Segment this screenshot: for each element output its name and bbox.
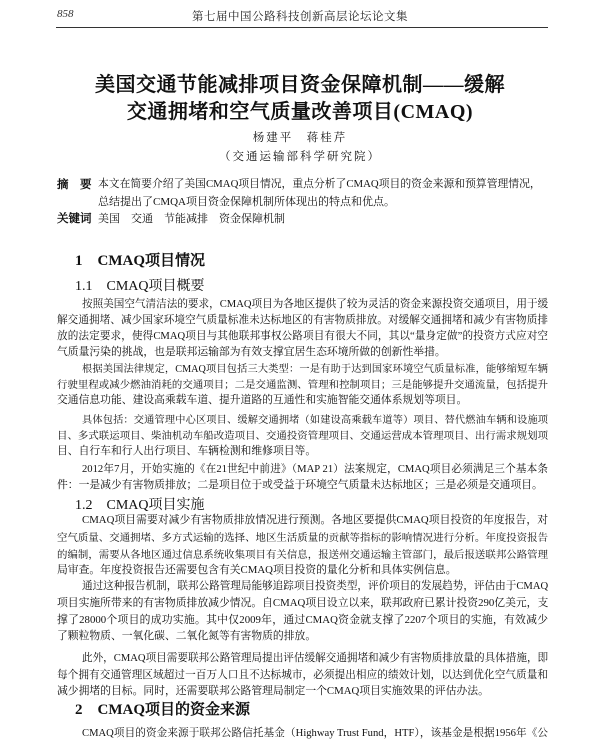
paragraph-line: 目、自行车和行人出行项目、车辆检测和维修项目等。 (57, 445, 317, 457)
paragraph-line: 局审查。年度投资报告还需要包含有关CMAQ项目投资的量化分析和具体实例信息。 (57, 564, 457, 576)
authors: 杨建平 蒋桂芹 (252, 132, 348, 144)
paragraph-line: 具体包括：交通管理中心区项目、缓解交通拥堵（如建设高乘载车道等）项目、替代燃油车辆和设施项 (82, 415, 548, 426)
paragraph-line: 通过这种报告机制，联邦公路管理局能够追踪项目投资类型，评价项目的发展趋势，评估由于CMAQ (82, 581, 549, 592)
paragraph-line: 解交通拥堵、减少国家环境空气质量标准未达标地区的有害物质排放。对缓解交通拥堵和减少有害物质排 (57, 315, 548, 326)
paragraph-line: 项目实施所带来的有害物质排放减少情况。自CMAQ项目设立以来，联邦政府已累计投资290亿美元，支 (57, 597, 549, 609)
paragraph-line: 放的法定要求，使得CMAQ项目与其他联邦事权公路项目有很大不同，其以“量身定做”的投资方式应对空 (57, 331, 548, 342)
title-line-1: 美国交通节能减排项目资金保障机制——缓解 (95, 74, 505, 96)
paragraph-line: 行驶里程或减少燃油消耗的交通项目；二是交通监测、管理和控制项目；三是能够提升交通流量，包括提升 (57, 380, 548, 391)
header-rule (56, 27, 548, 28)
paragraph-line: 交通信息功能、建设高乘载车道、提升道路的互通性和实施智能交通体系规划等项目。 (57, 394, 468, 406)
running-header: 第七届中国公路科技创新高层论坛论文集 (192, 11, 408, 23)
paragraph-line: 撑了28000个项目的成功实施。其中仅2009年，通过CMAQ资金就支撑了2207个项目的实施，有效减少 (57, 614, 548, 626)
page-number: 858 (57, 8, 74, 20)
abstract-line: 总结提出了CMQA项目资金保障机制所体现出的特点和优点。 (98, 196, 396, 208)
paragraph-line: 根据美国法律规定，CMAQ项目包括三大类型：一是有助于达到国家环境空气质量标准，能够缩短车辆 (82, 364, 548, 375)
abstract-label: 摘 要 (57, 179, 92, 191)
title-line-2: 交通拥堵和空气质量改善项目(CMAQ) (126, 101, 474, 123)
paragraph-line: 的编制，需要从各地区通过信息系统收集项目有关信息，报送州交通运输主管部门，最后报送联邦公路管理 (57, 550, 548, 561)
paragraph-line: CMAQ项目的资金来源于联邦公路信托基金（Highway Trust Fund，HTF），该基金是根据1956年《公 (82, 728, 548, 739)
keywords: 美国 交通 节能减排 资金保障机制 (98, 213, 285, 225)
paragraph-line: 目、多式联运项目、柴油机动车船改造项目、交通投资管理项目、交通运营成本管理项目、出行需求规划项 (57, 431, 548, 442)
abstract-line: 本文在简要介绍了美国CMAQ项目情况，重点分析了CMAQ项目的资金来源和预算管理情况， (98, 178, 541, 190)
paragraph-line: 每个拥有交通管理区域超过一百万人口且不达标城市，必须提出相应的绩效计划，以达到优化空气质量和 (57, 670, 548, 681)
section-heading-1: 1 CMAQ项目情况 (75, 253, 205, 269)
subsection-heading-1-2: 1.2 CMAQ项目实施 (75, 498, 205, 513)
paragraph-line: 按照美国空气清洁法的要求，CMAQ项目为各地区提供了较为灵活的资金来源投资交通项目，用于缓 (82, 299, 549, 310)
paragraph-line: 了颗粒物质、一氧化碳、二氧化氮等有害物质的排放。 (57, 630, 317, 642)
paragraph-line: CMAQ项目需要对减少有害物质排放情况进行预测。各地区要提供CMAQ项目投资的年度报告，对 (82, 514, 548, 526)
paragraph-line: 减少拥堵的目标。同时，还需要联邦公路管理局制定一个CMAQ项目实施效果的评估办法。 (57, 685, 489, 697)
paragraph-line: 件：一是减少有害物质排放；二是项目位于或受益于环境空气质量未达标地区；三是必须是交通项目。 (57, 479, 543, 491)
keywords-label: 关键词 (57, 213, 92, 225)
affiliation: （交通运输部科学研究院） (219, 151, 381, 163)
paragraph-line: 此外，CMAQ项目需要联邦公路管理局提出评估缓解交通拥堵和减少有害物质排放量的具体措施，即 (82, 653, 549, 664)
paragraph-line: 空气质量、交通拥堵、多方式运输的选择、地区生活质量的贡献等指标的影响情况进行分析。年度投资报告 (57, 533, 548, 544)
subsection-heading-1-1: 1.1 CMAQ项目概要 (75, 279, 205, 294)
paragraph-line: 气质量污染的挑战，也是联邦运输部为有效支撑宜居生态环境所做的创新性举措。 (57, 346, 446, 358)
section-heading-2: 2 CMAQ项目的资金来源 (75, 702, 250, 718)
paragraph-line: 2012年7月，开始实施的《在21世纪中前进》（MAP 21）法案规定，CMAQ项目必须满足三个基本条 (82, 464, 548, 475)
